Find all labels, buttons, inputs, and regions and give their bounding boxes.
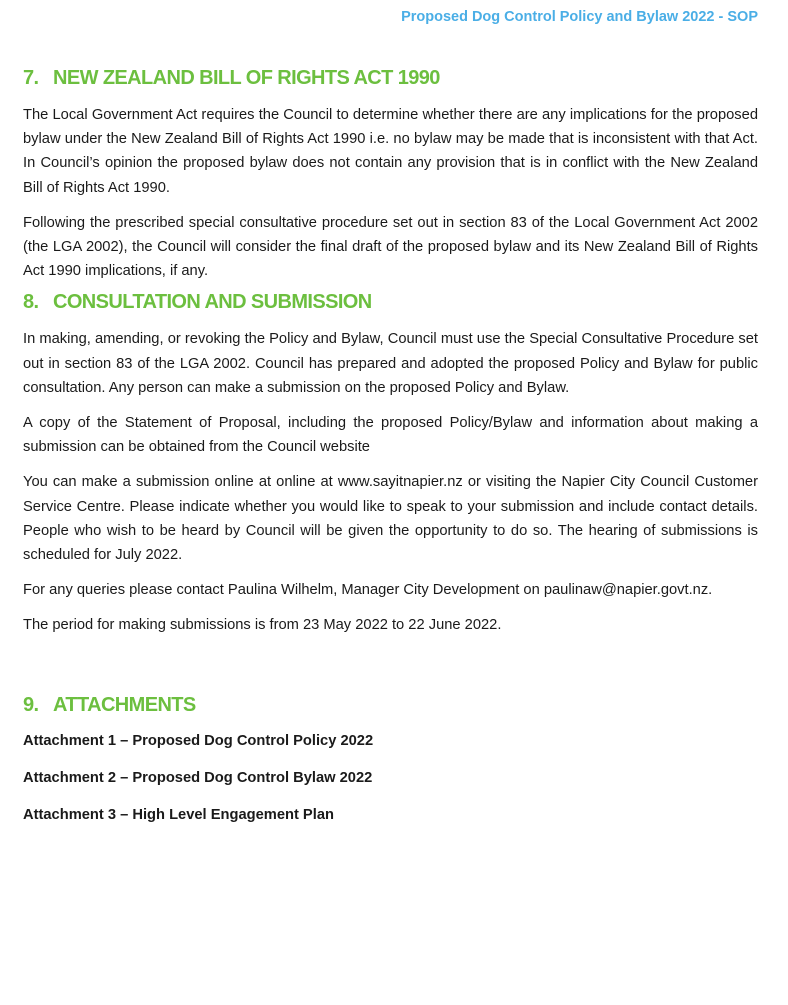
paragraph: You can make a submission online at online at www.sayitnapier.nz or visiting the Napier City Council Customer Service Centre. Please indicate whether you would like to speak to your submission and include contact details. People who wish to be heard by Council will be given the opportunity to do so. The hearing of submissions is scheduled for July 2022. — [23, 474, 758, 564]
running-header: Proposed Dog Control Policy and Bylaw 2022 - SOP — [401, 9, 758, 25]
section-number: 8. — [23, 291, 39, 314]
paragraph: The Local Government Act requires the Council to determine whether there are any implications for the proposed bylaw under the New Zealand Bill of Rights Act 1990 i.e. no bylaw may be made that is inconsistent with that Act. In Council’s opinion the proposed bylaw does not contain any provision that is in conflict with the New Zealand Bill of Rights Act 1990. — [23, 107, 758, 196]
section-number: 7. — [23, 67, 39, 89]
paragraph: For any queries please contact Paulina Wilhelm, Manager City Development on paulinaw@napier.govt.nz. — [23, 582, 713, 599]
attachment-item: Attachment 2 – Proposed Dog Control Bylaw 2022 — [23, 769, 373, 786]
attachment-item: Attachment 3 – High Level Engagement Plan — [23, 806, 334, 823]
document-content — [23, 64, 758, 826]
section-7-heading — [23, 64, 758, 92]
paragraph: In making, amending, or revoking the Policy and Bylaw, Council must use the Special Consultative Procedure set out in section 83 of the LGA 2002. Council has prepared and adopted the proposed Policy and Bylaw for public consultation. Any person can make a submission on the proposed Policy and Bylaw. — [23, 331, 758, 396]
section-title: ATTACHMENTS — [53, 693, 196, 716]
paragraph: A copy of the Statement of Proposal, including the proposed Policy/Bylaw and information about making a submission can be obtained from the Council website — [23, 415, 758, 456]
paragraph: Following the prescribed special consultative procedure set out in section 83 of the Local Government Act 2002 (the LGA 2002), the Council will consider the final draft of the proposed bylaw and its New Zealand Bill of Rights Act 1990 implications, if any. — [23, 214, 758, 280]
section-title: NEW ZEALAND BILL OF RIGHTS ACT 1990 — [53, 67, 440, 89]
attachment-item: Attachment 1 – Proposed Dog Control Policy 2022 — [23, 732, 374, 749]
section-9-heading — [23, 691, 758, 719]
section-title: CONSULTATION AND SUBMISSION — [53, 291, 372, 314]
paragraph: The period for making submissions is from 23 May 2022 to 22 June 2022. — [23, 617, 502, 634]
section-number: 9. — [23, 693, 39, 716]
section-8-heading — [23, 288, 758, 316]
